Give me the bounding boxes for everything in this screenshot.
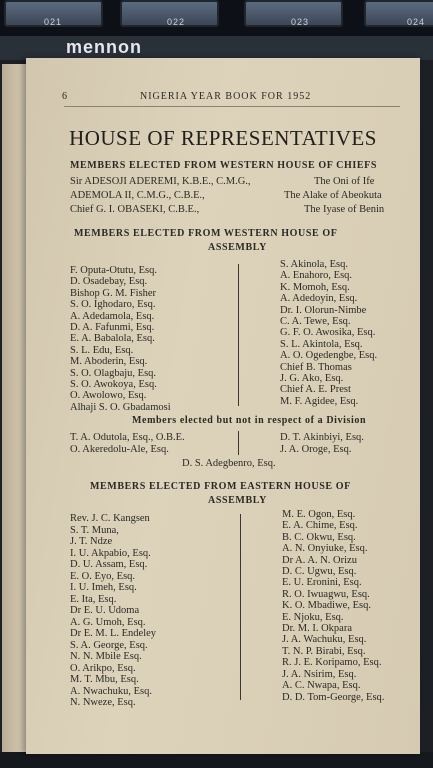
member-list-right [280, 259, 377, 407]
member-name: I. U. Imeh, Esq. [70, 582, 137, 593]
member-name: Dr. M. I. Okpara [282, 623, 352, 635]
member-name: M. E. Ogon, Esq. [282, 509, 356, 520]
member-name: Bishop G. M. Fisher [70, 287, 157, 299]
subsection-heading: Members elected but not in respect of a Division [132, 415, 367, 426]
brand-logo: mennon [66, 37, 142, 57]
member-name: T. N. P. Birabi, Esq. [282, 645, 366, 657]
member-name: S. L. Akintola, Esq. [280, 338, 363, 350]
member-name: R. O. Iwuagwu, Esq. [282, 588, 370, 600]
section-heading: MEMBERS ELECTED FROM EASTERN HOUSE OF [90, 481, 351, 492]
member-name: I. U. Akpabio, Esq. [70, 547, 151, 559]
member-name: A. G. Umoh, Esq. [70, 616, 146, 628]
member-name: O. Arikpo, Esq. [70, 662, 136, 674]
member-name: A. Adedoyin, Esq. [280, 293, 358, 305]
member-name: J. A. Wachuku, Esq. [282, 634, 367, 646]
member-name: E. U. Eronini, Esq. [282, 577, 362, 589]
member-name: J. A. Oroge, Esq. [280, 444, 352, 455]
member-name: S. O. Olagbaju, Esq. [70, 367, 157, 379]
chief-title: The Alake of Abeokuta [284, 190, 382, 201]
column-divider [238, 431, 239, 455]
column-divider [240, 514, 241, 700]
section-heading: MEMBERS ELECTED FROM WESTERN HOUSE OF CHIEFS [70, 160, 378, 171]
member-name: Alhaji S. O. Gbadamosi [70, 401, 171, 413]
member-name: E. O. Eyo, Esq. [70, 570, 136, 582]
member-name: M. Aboderin, Esq. [70, 356, 148, 368]
member-name: S. A. George, Esq. [70, 639, 148, 651]
page-title: HOUSE OF REPRESENTATIVES [69, 126, 377, 150]
book-page [26, 58, 420, 754]
member-name: Rev. J. C. Kangsen [70, 513, 150, 524]
member-name: O. Akeredolu-Ale, Esq. [70, 444, 169, 455]
member-name: D. A. Fafunmi, Esq. [70, 322, 155, 334]
header-rule [64, 106, 400, 107]
member-name: M. T. Mbu, Esq. [70, 674, 139, 685]
member-name: Dr E. U. Udoma [70, 605, 140, 616]
member-name: Dr A. A. N. Orizu [282, 554, 357, 566]
member-name: T. A. Odutola, Esq., O.B.E. [70, 432, 185, 443]
member-name: N. N. Mbile Esq. [70, 651, 142, 662]
member-name: G. F. O. Awosika, Esq. [280, 327, 376, 339]
member-name: O. Awolowo, Esq. [70, 390, 147, 402]
section-heading-cont: ASSEMBLY [208, 242, 267, 253]
member-name: A. Nwachuku, Esq. [70, 685, 152, 697]
frame-number: 023 [290, 17, 310, 27]
member-name: J. T. Ndze [70, 536, 113, 547]
member-name: D. C. Ugwu, Esq. [282, 566, 357, 578]
member-list-left [70, 265, 171, 413]
member-name: R. J. E. Koripamo, Esq. [282, 657, 382, 669]
chief-name: Chief G. I. OBASEKI, C.B.E., [70, 204, 200, 215]
brand-bar [0, 36, 433, 60]
page-number: 6 [62, 91, 68, 102]
member-name: S. O. Ighodaro, Esq. [70, 299, 156, 311]
member-name: A. C. Nwapa, Esq. [282, 680, 361, 692]
chief-name: Sir ADESOJI ADEREMI, K.B.E., C.M.G., [70, 176, 251, 187]
member-name: S. T. Muna, [70, 524, 119, 536]
frame-number: 022 [166, 17, 186, 27]
bottom-bar [0, 752, 433, 768]
member-name: Chief B. Thomas [280, 361, 352, 373]
member-name: M. F. Agidee, Esq. [280, 395, 359, 407]
section-heading: MEMBERS ELECTED FROM WESTERN HOUSE OF [74, 228, 338, 239]
chief-name: ADEMOLA II, C.M.G., C.B.E., [70, 190, 205, 201]
member-name: A. Adedamola, Esq. [70, 310, 155, 322]
member-list-right [282, 509, 384, 703]
member-name: C. A. Tewe, Esq. [280, 316, 351, 328]
member-name: K. O. Mbadiwe, Esq. [282, 600, 371, 612]
member-name: F. Oputa-Otutu, Esq. [70, 265, 157, 276]
chief-title: The Iyase of Benin [304, 204, 385, 215]
member-name: J. G. Ako, Esq. [280, 373, 344, 385]
frame-number: 024 [406, 17, 426, 27]
member-name: N. Nweze, Esq. [70, 697, 136, 708]
member-name: S. O. Awokoya, Esq. [70, 379, 157, 391]
frame-number: 021 [43, 17, 63, 27]
member-name: E. A. Babalola, Esq. [70, 333, 155, 345]
member-name: B. C. Okwu, Esq. [282, 531, 356, 543]
member-name: Dr. I. Olorun-Nimbe [280, 304, 367, 316]
column-divider [238, 264, 239, 406]
member-name: D. D. Tom-George, Esq. [282, 691, 385, 703]
member-name: K. Momoh, Esq. [280, 281, 350, 293]
member-name: E. Njoku, Esq. [282, 611, 344, 623]
member-name: A. Enahoro, Esq. [280, 270, 353, 282]
member-name: D. U. Assam, Esq. [70, 559, 148, 570]
member-name: D. Osadebay, Esq. [70, 276, 148, 288]
member-name: A. N. Onyiuke, Esq. [282, 543, 368, 555]
member-name: A. O. Ogedengbe, Esq. [280, 350, 378, 362]
member-name: Chief A. E. Prest [280, 384, 351, 396]
member-list-left [70, 513, 156, 709]
member-name: E. A. Chime, Esq. [282, 520, 358, 532]
section-heading-cont: ASSEMBLY [208, 495, 267, 506]
member-name: J. A. Nsirim, Esq. [282, 668, 357, 680]
running-title: NIGERIA YEAR BOOK FOR 1952 [140, 91, 312, 102]
member-name: D. S. Adegbenro, Esq. [182, 458, 276, 469]
member-name: Dr E. M. L. Endeley [70, 628, 157, 639]
member-name: S. L. Edu, Esq. [70, 344, 134, 356]
chief-title: The Oni of Ife [314, 176, 375, 187]
member-name: D. T. Akinbiyi, Esq. [280, 432, 364, 443]
member-name: E. Ita, Esq. [70, 593, 117, 605]
member-name: S. Akinola, Esq. [280, 259, 348, 270]
